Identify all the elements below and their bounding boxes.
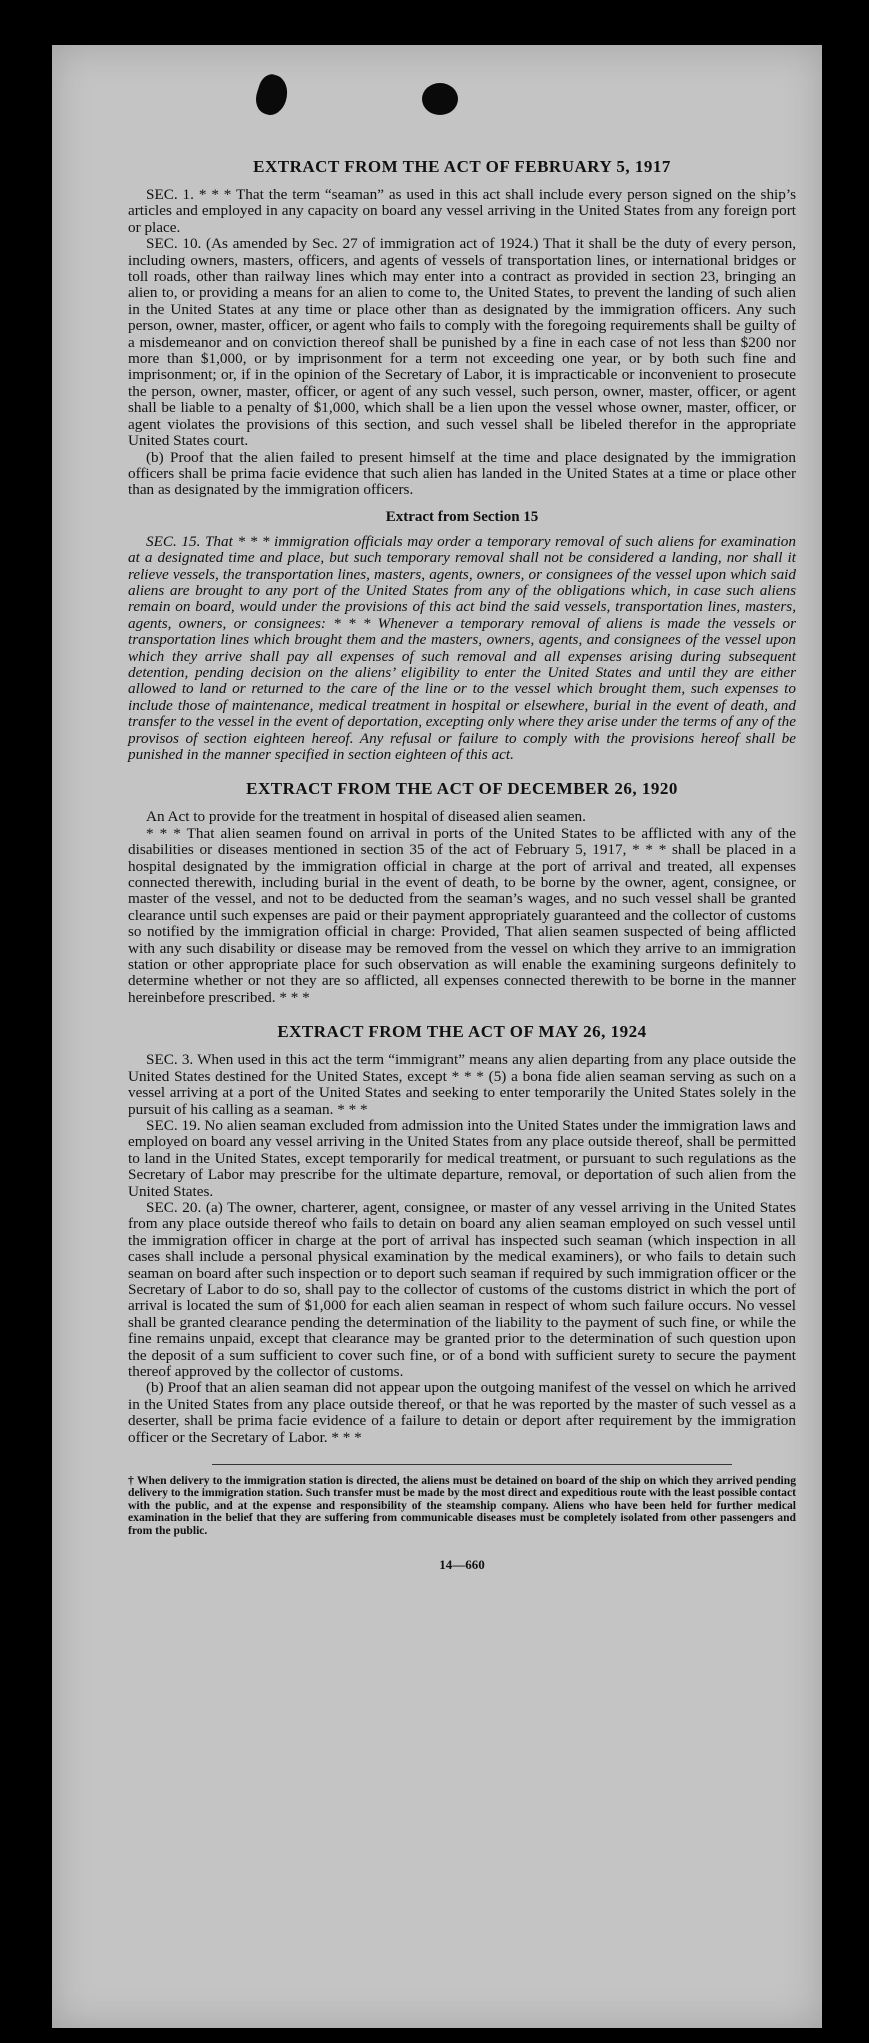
footnote: † When delivery to the immigration station is directed, the aliens must be detained on board of the ship on which they arrived pending delivery to the immigration station. Such transfer must be made by the most direct and expeditious route with the least possible contact with the public, and at the expense and responsibility of the steamship company. Aliens who have been held for further medical examination in the belief that they are suffering from communicable diseases must be completely isolated from other passengers and from the public. xyxy=(128,1474,796,1537)
footnote-rule xyxy=(212,1464,732,1465)
section-heading: EXTRACT FROM THE ACT OF DECEMBER 26, 1920 xyxy=(246,779,678,799)
paragraph: SEC. 1. * * * That the term “seaman” as used in this act shall include every person signed on the ship’s articles and employed in any capacity on board any vessel arriving in the United States from any foreign port or place. xyxy=(128,186,796,236)
paragraph: (b) Proof that an alien seaman did not appear upon the outgoing manifest of the vessel on which he arrived in the United States from any place outside thereof, or that he was reported by the master of such vessel as a deserter, shall be prima facie evidence of a failure to detain or deport after requirement by the immigration officer or the Secretary of Labor. * * * xyxy=(128,1379,796,1446)
section-subheading: Extract from Section 15 xyxy=(385,508,539,525)
section-heading: EXTRACT FROM THE ACT OF MAY 26, 1924 xyxy=(277,1022,647,1042)
page-number: 14—660 xyxy=(439,1557,485,1573)
paragraph: SEC. 15. That * * * immigration officials may order a temporary removal of such aliens for examination at a designated time and place, but such temporary removal shall not be considered a landing, nor shall it relieve vessels, the transportation lines, masters, agents, owners, or consignees of the vessel upon which said aliens are brought to any port of the United States from any of the obligations which, in case such aliens remain on board, would under the provisions of this act bind the said vessels, transportation lines, masters, agents, owners, or consignees: * * * Whenever a temporary removal of aliens is made the vessels or transportation lines which brought them and the masters, owners, agents, and consignees of the vessel upon which they arrive shall pay all expenses of such removal and all expenses arising during subsequent detention, pending decision on the aliens’ eligibility to enter the United States and until they are either allowed to land or returned to the care of the line or to the vessel which brought them, such expenses to include those of maintenance, medical treatment in hospital or elsewhere, burial in the event of death, and transfer to the vessel in the event of deportation, excepting only where they arise under the terms of any of the provisos of section eighteen hereof. Any refusal or failure to comply with the provisions hereof shall be punished in the manner specified in section eighteen of this act. xyxy=(128,532,796,763)
paragraph: SEC. 19. No alien seaman excluded from admission into the United States under the immigration laws and employed on board any vessel arriving in the United States from any place outside thereof, shall be permitted to land in the United States, except temporarily for medical treatment, or pursuant to such regulations as the Secretary of Labor may prescribe for the ultimate departure, removal, or deportation of such alien from the United States. xyxy=(128,1116,796,1200)
section-heading: EXTRACT FROM THE ACT OF FEBRUARY 5, 1917 xyxy=(253,157,671,176)
document-page xyxy=(52,45,822,2028)
paragraph: SEC. 10. (As amended by Sec. 27 of immigration act of 1924.) That it shall be the duty of every person, including owners, masters, officers, and agents of vessels of transportation lines, or international bridges or toll roads, other than railway lines which may enter into a contract as provided in section 23, bringing an alien to, or providing a means for an alien to come to, the United States, to prevent the landing of such alien in the United States at any time or place other than as designated by the immigration officers. Any such person, owner, master, officer, or agent who fails to comply with the foregoing requirements shall be guilty of a misdemeanor and on conviction thereof shall be punished by a fine in each case of not less than $200 nor more than $1,000, or by imprisonment for a term not exceeding one year, or by both such fine and imprisonment; or, if in the opinion of the Secretary of Labor, it is impracticable or inconvenient to prosecute the person, owner, master, officer, or agent of any such vessel, such person, owner, master, officer, or agent shall be liable to a penalty of $1,000, which shall be a lien upon the vessel whose owner, master, officer, or agent violates the provisions of this section, and such vessel shall be libeled therefor in the appropriate United States court. xyxy=(128,235,796,450)
paragraph: SEC. 3. When used in this act the term “immigrant” means any alien departing from any place outside the United States destined for the United States, except * * * (5) a bona fide alien seaman serving as such on a vessel arriving at a port of the United States and seeking to enter temporarily the United States solely in the pursuit of his calling as a seaman. * * * xyxy=(128,1051,796,1118)
paragraph: * * * That alien seamen found on arrival in ports of the United States to be afflicted with any of the disabilities or diseases mentioned in section 35 of the act of February 5, 1917, * * * shall be placed in a hospital designated by the immigration official in charge at the port of arrival and treated, all expenses connected therewith, including burial in the event of death, to be borne by the owner, agent, consignee, or master of the vessel, and not to be deducted from the seaman’s wages, and no such vessel shall be granted clearance until such expenses are paid or their payment appropriately guaranteed and the collector of customs so notified by the immigration official in charge: Provided, That alien seamen suspected of being afflicted with any such disability or disease may be removed from the vessel on which they arrive to an immigration station or other appropriate place for such observation as will enable the examining surgeons definitely to determine whether or not they are so afflicted, all expenses connected therewith to be borne in the manner hereinbefore prescribed. * * * xyxy=(128,824,796,1006)
punch-hole xyxy=(422,83,458,115)
paragraph: An Act to provide for the treatment in hospital of diseased alien seamen. xyxy=(146,808,586,826)
paragraph: (b) Proof that the alien failed to present himself at the time and place designated by the immigration officers shall be prima facie evidence that such alien has landed in the United States at a time or place other than as designated by the immigration officers. xyxy=(128,448,796,499)
punch-hole xyxy=(252,71,293,118)
document-body xyxy=(128,157,796,1573)
paragraph: SEC. 20. (a) The owner, charterer, agent, consignee, or master of any vessel arriving in the United States from any place outside thereof who fails to detain on board any alien seaman employed on such vessel until the immigration officer in charge at the port of arrival has inspected such seaman (which inspection in all cases shall include a personal physical examination by the medical examiners), or who fails to detain such seaman on board after such inspection or to deport such seaman if required by such immigration officer or the Secretary of Labor to do so, shall pay to the collector of customs of the customs district in which the port of arrival is located the sum of $1,000 for each alien seaman in respect of whom such failure occurs. No vessel shall be granted clearance pending the determination of the liability to the payment of such fine, or while the fine remains unpaid, except that clearance may be granted prior to the determination of such question upon the deposit of a sum sufficient to cover such fine, or of a bond with sufficient surety to secure the payment thereof approved by the collector of customs. xyxy=(128,1198,796,1380)
